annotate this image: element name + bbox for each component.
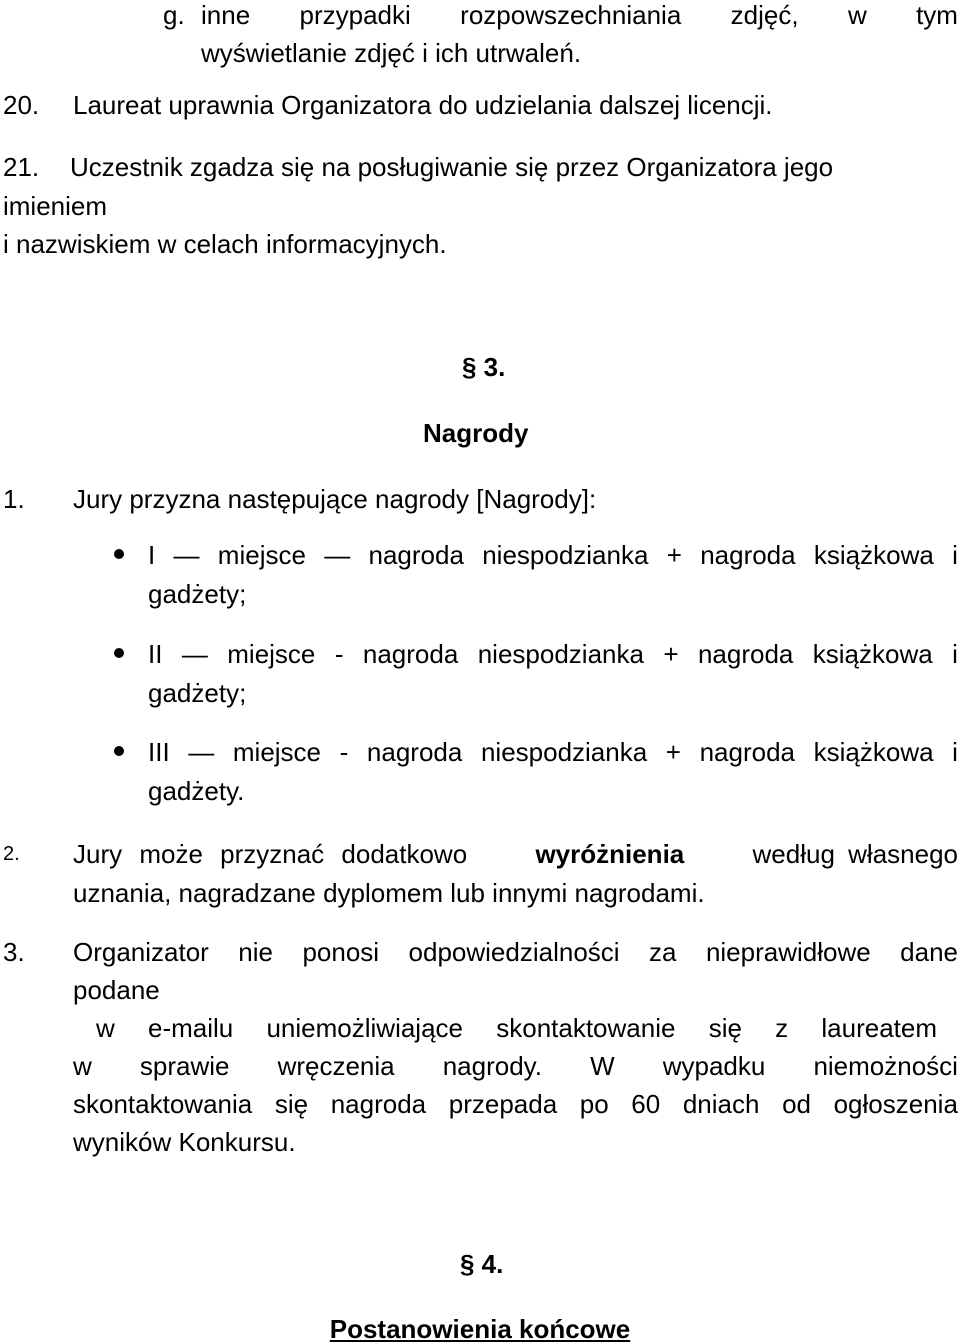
word: III	[148, 737, 170, 767]
point-3-line6: wyników Konkursu.	[73, 1127, 296, 1157]
word: po	[579, 1089, 609, 1119]
word: od	[782, 1089, 811, 1119]
word: —	[324, 540, 351, 570]
word: +	[663, 639, 679, 669]
point-3-line4	[73, 1053, 958, 1079]
item-g-line2: wyświetlanie zdjęć i ich utrwaleń.	[201, 38, 582, 68]
word: —	[173, 540, 200, 570]
word: Organizator	[73, 937, 209, 967]
word: książkowa	[813, 540, 934, 570]
word: przypadki	[299, 0, 411, 30]
word: niemożności	[813, 1051, 958, 1081]
section-4-heading: § 4.	[460, 1249, 504, 1279]
word: przepada	[448, 1089, 558, 1119]
bullet-2-line2: gadżety;	[148, 678, 247, 708]
word: w	[96, 1013, 115, 1043]
word: —	[188, 737, 215, 767]
bullet-dot	[114, 746, 124, 756]
item-21-line1: Uczestnik zgadza się na posługiwanie się przez Organizatora jego	[70, 152, 834, 182]
point-3-number: 3.	[3, 937, 25, 967]
point-2-line1	[73, 841, 958, 867]
item-g-line1	[201, 2, 958, 28]
word: rozpowszechniania	[460, 0, 682, 30]
word: nagroda	[699, 737, 796, 767]
word: i	[952, 540, 958, 570]
bullet-1-line2: gadżety;	[148, 579, 247, 609]
word: skontaktowania	[73, 1089, 253, 1119]
word: niespodzianka	[482, 540, 649, 570]
word: II	[148, 639, 163, 669]
word: I	[148, 540, 156, 570]
word: za	[649, 937, 677, 967]
item-21-number: 21.	[3, 152, 40, 182]
point-3-line1	[73, 939, 958, 965]
section-3-heading: § 3.	[462, 352, 506, 382]
word: z	[775, 1013, 789, 1043]
section-3-title: Nagrody	[423, 418, 529, 448]
word: nagroda	[368, 540, 464, 570]
word: i	[952, 737, 958, 767]
word: nieprawidłowe	[705, 937, 871, 967]
point-2-text-after: według własnego	[752, 839, 958, 869]
word: niespodzianka	[480, 737, 648, 767]
bullet-3-line2: gadżety.	[148, 776, 245, 806]
word: wypadku	[662, 1051, 766, 1081]
word: niespodzianka	[477, 639, 644, 669]
word: +	[666, 540, 682, 570]
word: się	[708, 1013, 742, 1043]
word: miejsce	[232, 737, 322, 767]
word: —	[181, 639, 208, 669]
bullet-dot	[114, 549, 124, 559]
word: dniach	[682, 1089, 760, 1119]
word: W	[590, 1051, 615, 1081]
bullet-dot	[114, 648, 124, 658]
word: nie	[238, 937, 273, 967]
bullet-3-line1	[148, 739, 958, 765]
word: w	[73, 1051, 92, 1081]
word: miejsce	[227, 639, 316, 669]
word: zdjęć,	[730, 0, 799, 30]
word: nagroda	[330, 1089, 427, 1119]
word: uniemożliwiające	[266, 1013, 464, 1043]
word: sprawie	[139, 1051, 230, 1081]
word: -	[339, 737, 349, 767]
item-g-marker: g.	[163, 0, 185, 30]
word: książkowa	[813, 737, 934, 767]
bullet-1-line1	[148, 542, 958, 568]
item-21-line2: imieniem	[3, 191, 108, 221]
point-3-line2: podane	[73, 975, 160, 1005]
bullet-2-line1	[148, 641, 958, 667]
item-21-line3: i nazwiskiem w celach informacyjnych.	[3, 229, 447, 259]
point-1-number: 1.	[3, 484, 25, 514]
word: w	[847, 0, 867, 30]
word: tym	[916, 0, 958, 30]
word: nagroda	[362, 639, 459, 669]
point-2-text-before: Jury może przyznać dodatkowo	[73, 839, 468, 869]
word: książkowa	[812, 639, 933, 669]
word: ogłoszenia	[833, 1089, 958, 1119]
word: inne	[201, 0, 251, 30]
word: nagroda	[697, 639, 794, 669]
word: dane	[900, 937, 958, 967]
word: nagrody.	[442, 1051, 542, 1081]
point-2-line2: uznania, nagradzane dyplomem lub innymi nagrodami.	[73, 878, 705, 908]
point-3-line5	[73, 1091, 958, 1117]
word: +	[665, 737, 681, 767]
word: laureatem	[821, 1013, 937, 1043]
point-1-text: Jury przyzna następujące nagrody [Nagrody]:	[73, 484, 597, 514]
section-4-title: Postanowienia końcowe	[329, 1314, 631, 1344]
word: nagroda	[366, 737, 463, 767]
point-3-line3	[96, 1015, 937, 1041]
word: odpowiedzialności	[408, 937, 620, 967]
word: ponosi	[302, 937, 380, 967]
item-20-number: 20.	[3, 90, 40, 120]
point-2-emphasis: wyróżnienia	[535, 839, 685, 869]
word: nagroda	[700, 540, 796, 570]
word: 60	[631, 1089, 661, 1119]
word: wręczenia	[277, 1051, 395, 1081]
point-2-number: 2.	[3, 843, 20, 865]
word: skontaktowanie	[496, 1013, 676, 1043]
item-20-text: Laureat uprawnia Organizatora do udzielania dalszej licencji.	[73, 90, 773, 120]
word: e-mailu	[148, 1013, 234, 1043]
word: się	[274, 1089, 309, 1119]
word: -	[334, 639, 344, 669]
word: i	[952, 639, 958, 669]
word: miejsce	[217, 540, 306, 570]
